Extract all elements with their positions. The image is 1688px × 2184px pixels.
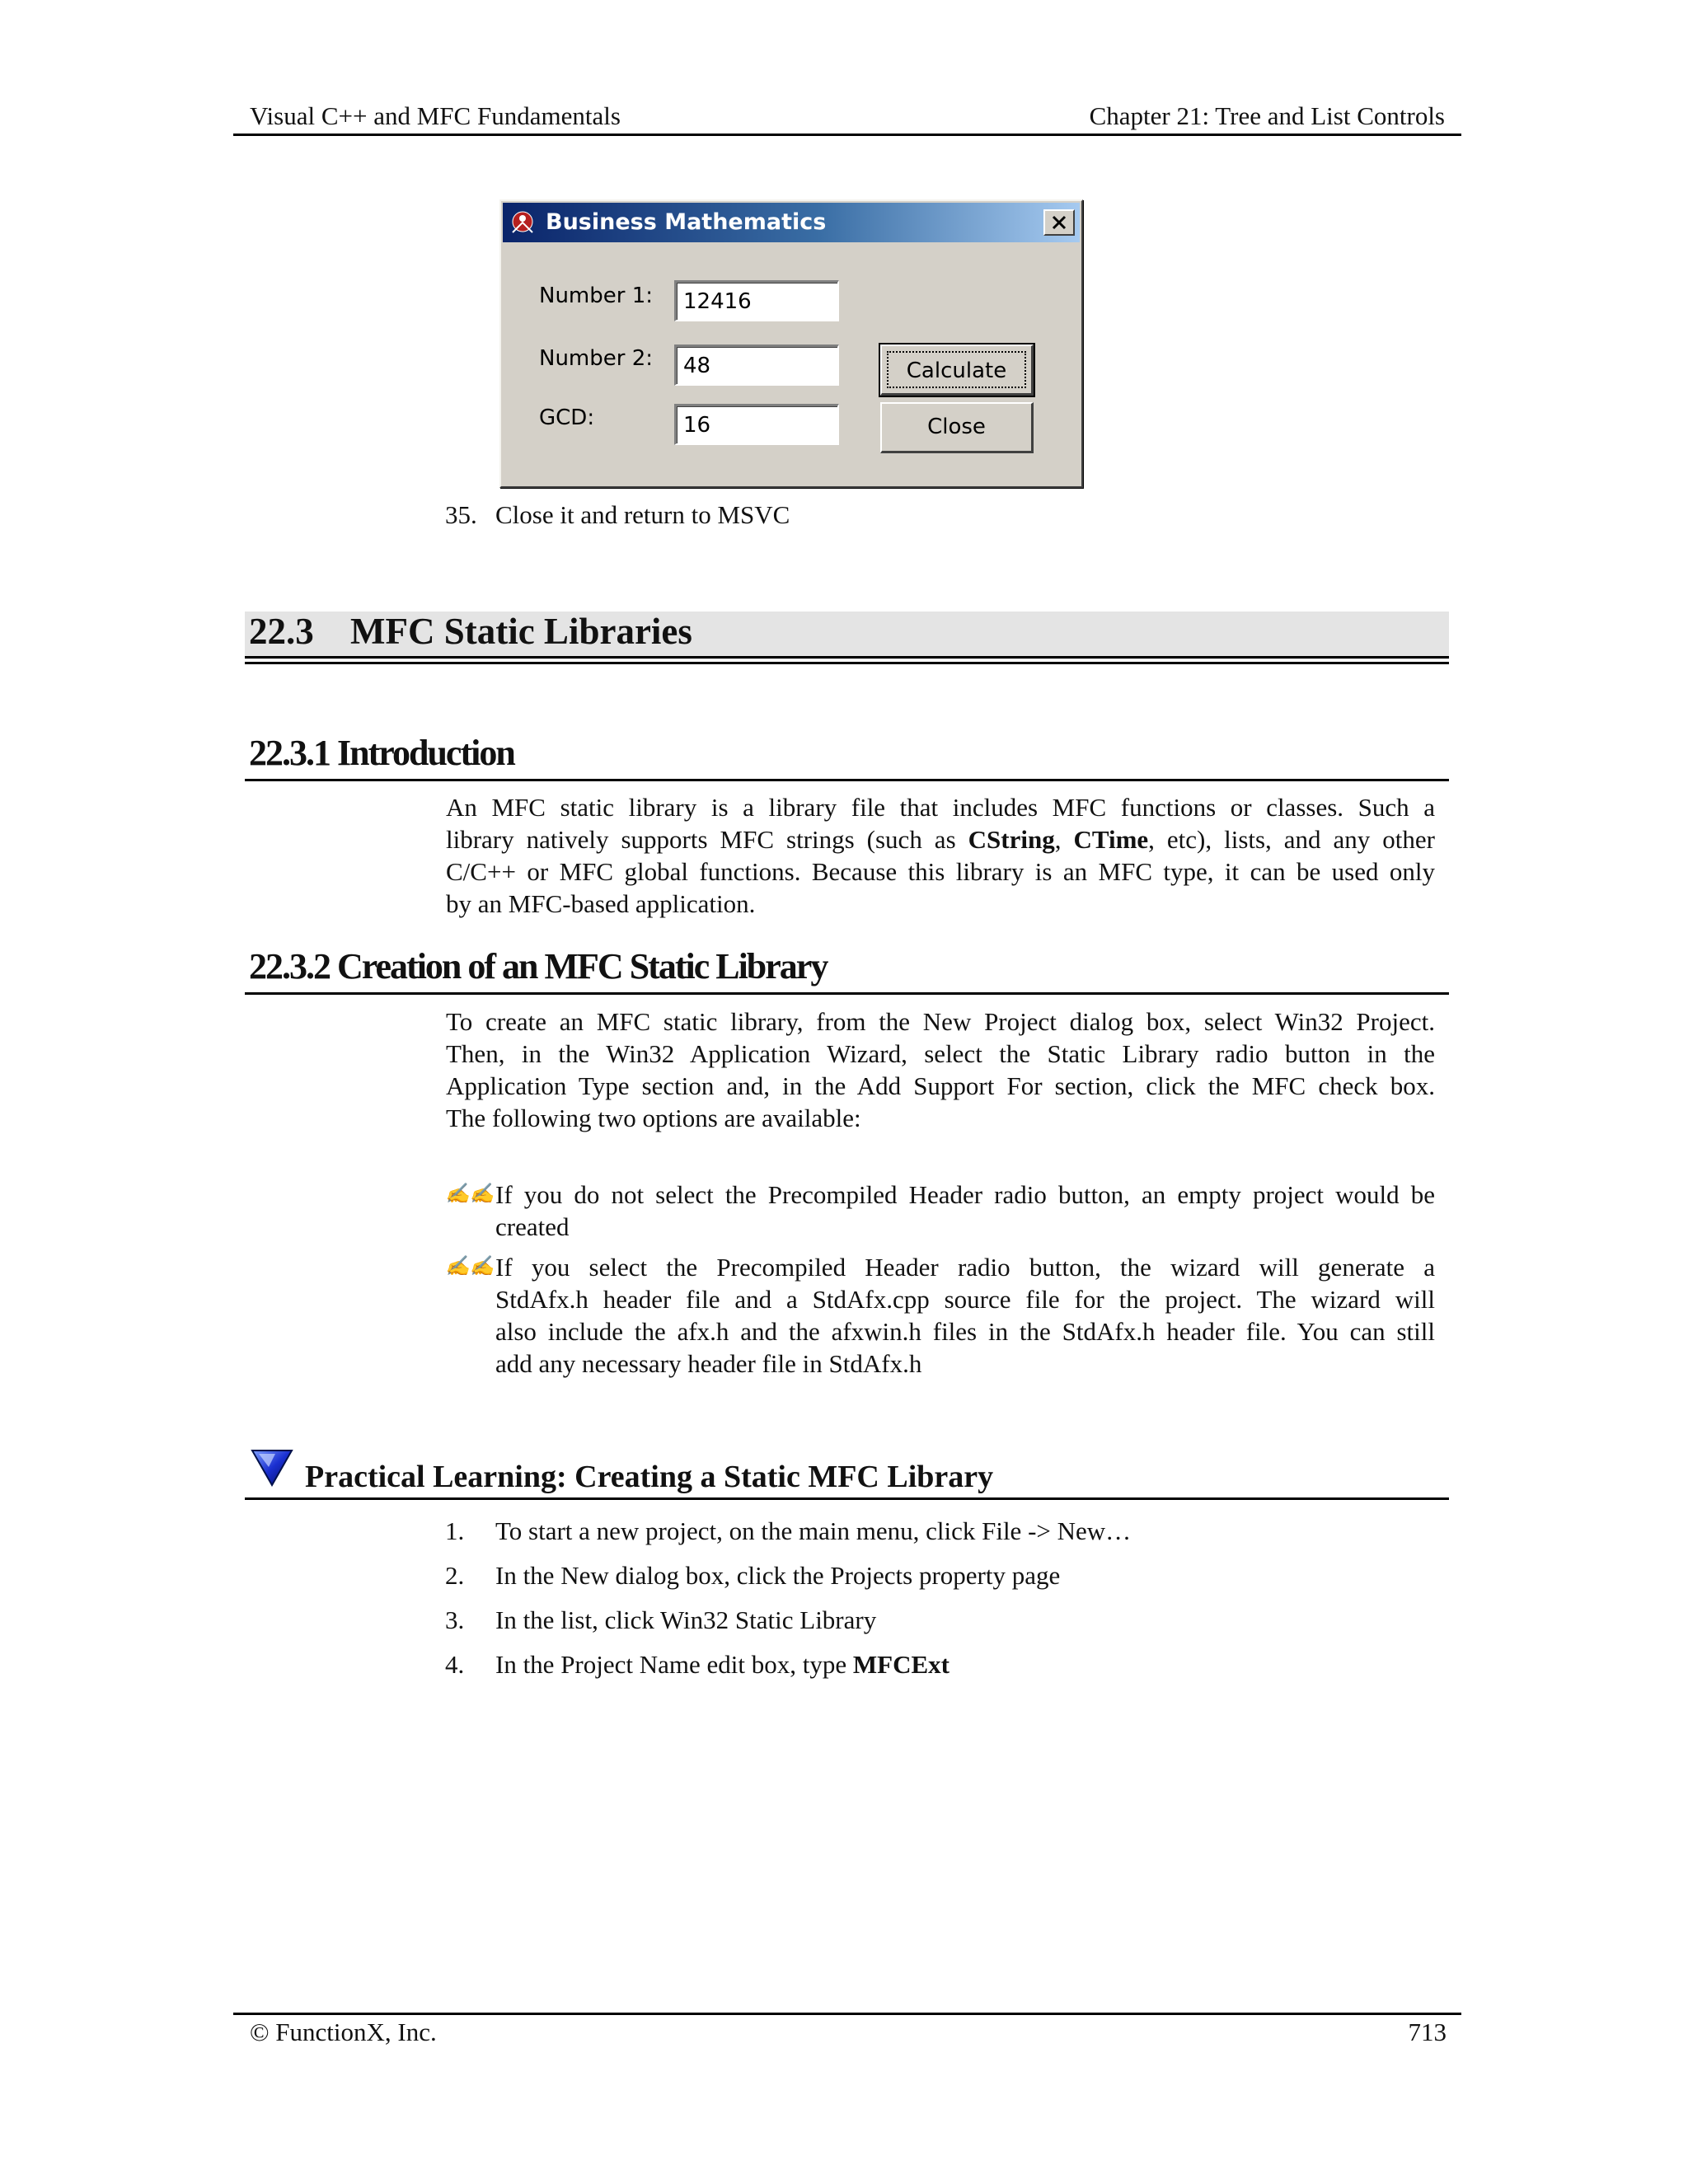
intro-line-2 (446, 823, 1435, 855)
cstring-term: CString (968, 825, 1055, 854)
section-rule (245, 656, 1449, 658)
intro-rule (245, 779, 1449, 781)
gcd-output[interactable]: 16 (674, 404, 839, 445)
creation-heading: 22.3.2 Creation of an MFC Static Library (249, 946, 828, 987)
project-name-value: MFCExt (852, 1650, 950, 1679)
intro-line-4: by an MFC-based application. (446, 889, 756, 918)
gcd-label: GCD: (539, 405, 595, 430)
section-title: MFC Static Libraries (350, 611, 692, 652)
intro-line-2c: , etc), lists, and any other (1148, 825, 1435, 854)
step-35-number: 35. (445, 500, 477, 529)
down-arrow-icon (251, 1447, 293, 1487)
number1-label: Number 1: (539, 284, 654, 308)
dialog-titlebar (503, 203, 1080, 242)
section-rule-double (245, 662, 1449, 664)
step-text: In the list, click Win32 Static Library (495, 1605, 877, 1634)
intro-line-2a: library natively supports MFC strings (such as (446, 825, 968, 854)
ctime-term: CTime (1073, 825, 1149, 854)
step-text: In the New dialog box, click the Projects property page (495, 1561, 1061, 1590)
bullet-icon: ✍✍ (445, 1183, 495, 1205)
creation-line-1: To create an MFC static library, from the New Project dialog box, select Win32 Project. (446, 1007, 1435, 1036)
step-text: To start a new project, on the main menu, click File -> New… (495, 1516, 1132, 1545)
bullet-2-line-3: also include the afx.h and the afxwin.h files in the StdAfx.h header file. You can still (495, 1317, 1435, 1346)
page-header (233, 97, 1461, 136)
number2-input[interactable]: 48 (674, 344, 839, 386)
footer-copyright: © FunctionX, Inc. (250, 2018, 437, 2046)
bullet-2-line-1: If you select the Precompiled Header radio button, the wizard will generate a (495, 1253, 1435, 1282)
intro-heading: 22.3.1 Introduction (249, 733, 514, 773)
section-number: 22.3 (249, 611, 314, 652)
close-button[interactable]: Close (880, 402, 1034, 453)
bullet-icon: ✍✍ (445, 1256, 495, 1277)
section-heading (249, 610, 692, 653)
business-mathematics-dialog (499, 199, 1083, 488)
step-text (495, 1650, 950, 1680)
number1-input[interactable]: 12416 (674, 280, 839, 321)
step-number: 4. (445, 1650, 465, 1679)
bullet-1-line-1: If you do not select the Precompiled Header radio button, an empty project would be (495, 1180, 1435, 1209)
creation-line-4: The following two options are available: (446, 1104, 861, 1132)
page-number: 713 (1408, 2018, 1447, 2046)
footer-rule (233, 2013, 1461, 2015)
app-icon (509, 209, 536, 236)
creation-line-2: Then, in the Win32 Application Wizard, select the Static Library radio button in the (446, 1039, 1435, 1068)
number2-label: Number 2: (539, 346, 654, 371)
bullet-1-line-2: created (495, 1212, 570, 1241)
calculate-button-label: Calculate (887, 351, 1026, 388)
close-icon[interactable] (1043, 209, 1075, 236)
practical-rule (245, 1497, 1449, 1500)
intro-line-3: C/C++ or MFC global functions. Because this library is an MFC type, it can be used only (446, 857, 1435, 886)
creation-line-3: Application Type section and, in the Add Support For section, click the MFC check box. (446, 1071, 1435, 1100)
practical-learning-title: Practical Learning: Creating a Static MFC Library (305, 1460, 994, 1494)
step-number: 3. (445, 1605, 465, 1634)
step-35-text: Close it and return to MSVC (495, 500, 790, 529)
bullet-2-line-4: add any necessary header file in StdAfx.h (495, 1349, 922, 1378)
bullet-2-line-2: StdAfx.h header file and a StdAfx.cpp source file for the project. The wizard will (495, 1285, 1435, 1314)
step-4-text: In the Project Name edit box, type (495, 1650, 853, 1679)
step-number: 2. (445, 1561, 465, 1590)
step-number: 1. (445, 1516, 465, 1545)
intro-line-1: An MFC static library is a library file that includes MFC functions or classes. Such a (446, 793, 1435, 822)
dialog-title: Business Mathematics (546, 209, 827, 235)
header-chapter-title: Chapter 21: Tree and List Controls (1089, 101, 1445, 130)
header-book-title: Visual C++ and MFC Fundamentals (250, 101, 621, 130)
intro-line-2-sep: , (1054, 825, 1074, 854)
creation-rule (245, 992, 1449, 995)
calculate-button[interactable] (880, 344, 1034, 396)
